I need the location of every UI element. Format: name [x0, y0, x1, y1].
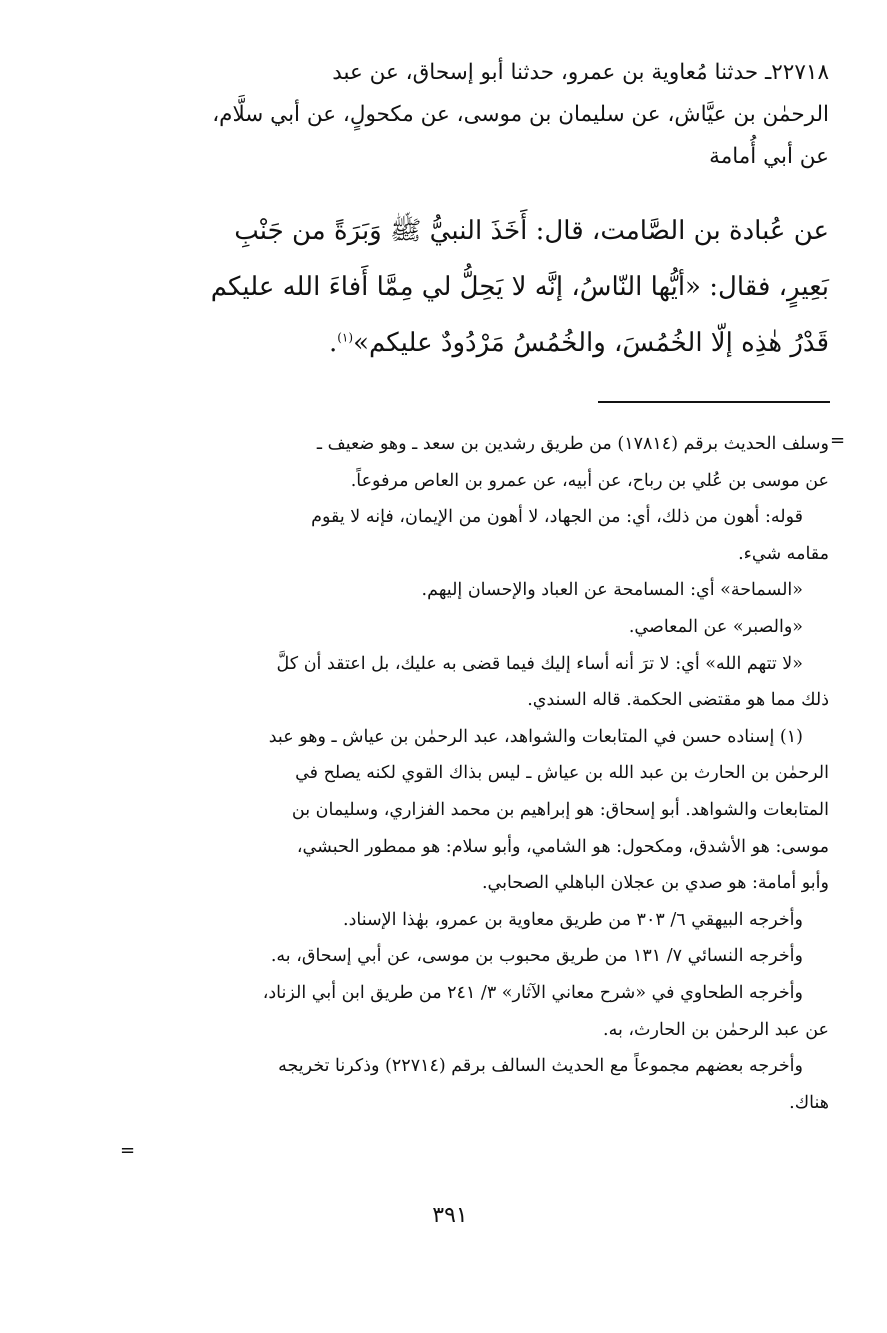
isnad-line: ٢٢٧١٨ـ حدثنا مُعاوية بن عمرو، حدثنا أبو إسحاق، عن عبد [332, 60, 829, 85]
hadith-isnad [130, 52, 829, 178]
isnad-line: الرحمٰن بن عيَّاش، عن سليمان بن موسى، عن مكحولٍ، عن أبي سلَّام، [212, 102, 829, 127]
page-number: ٣٩١ [432, 1203, 468, 1228]
footnote-line: وأخرجه الطحاوي في «شرح معاني الآثار» ٣/ ٢٤١ من طريق ابن أبي الزناد، [262, 982, 803, 1003]
footnote-line: «السماحة» أي: المسامحة عن العباد والإحسان إليهم. [421, 580, 803, 601]
footnote-line: ذلك مما هو مقتضى الحكمة. قاله السندي. [527, 690, 829, 711]
footnote-line: المتابعات والشواهد. أبو إسحاق: هو إبراهيم بن محمد الفزاري، وسليمان بن [291, 799, 829, 820]
footnote-line: عن موسى بن عُلي بن رباح، عن أبيه، عن عمرو بن العاص مرفوعاً. [350, 470, 829, 491]
footnote-line: وأخرجه بعضهم مجموعاً مع الحديث السالف برقم (٢٢٧١٤) وذكرنا تخريجه [278, 1056, 803, 1077]
footnote-line: موسى: هو الأشدق، ومكحول: هو الشامي، وأبو سلام: هو ممطور الحبشي، [296, 836, 829, 857]
matn-line-last: قَدْرُ هٰذِه إلّا الخُمُسَ، والخُمُسُ مَرْدُودٌ عليكم»$^{(١)}$. [328, 328, 829, 358]
continuation-mark-top: = [830, 430, 846, 451]
matn-line-text: قَدْرُ هٰذِه إلّا الخُمُسَ، والخُمُسُ مَرْدُودٌ عليكم» [353, 328, 829, 358]
matn-line: عن عُبادة بن الصَّامت، قال: أَخَذَ النبيُّ ﷺ وَبَرَةً من جَنْبِ [234, 216, 829, 246]
footnote-divider [598, 401, 830, 403]
footnotes [130, 426, 829, 1121]
footnote-line: وأبو أمامة: هو صدي بن عجلان الباهلي الصحابي. [481, 873, 829, 894]
footnote-line: مقامه شيء. [738, 543, 829, 564]
isnad-line: عن أبي أُمامة [709, 144, 829, 169]
footnote-reference: (١) [337, 330, 354, 345]
footnote-line: «والصبر» عن المعاصي. [628, 616, 803, 637]
footnote-line: هناك. [789, 1092, 829, 1113]
footnote-line: وأخرجه النسائي ٧/ ١٣١ من طريق محبوب بن موسى، عن أبي إسحاق، به. [270, 946, 803, 967]
footnote-line: الرحمٰن بن الحارث بن عبد الله بن عياش ـ ليس بذاك القوي لكنه يصلح في [295, 763, 829, 784]
hadith-matn [130, 203, 829, 371]
continuation-mark-bottom: = [120, 1140, 136, 1161]
footnote-line: وسلف الحديث برقم (١٧٨١٤) من طريق رشدين بن سعد ـ وهو ضعيف ـ [316, 434, 829, 454]
footnote-line: «لا تتهم الله» أي: لا ترَ أنه أساء إليك فيما قضى به عليك، بل اعتقد أن كلَّ [276, 653, 803, 674]
footnote-line: وأخرجه البيهقي ٦/ ٣٠٣ من طريق معاوية بن عمرو، بهٰذا الإسناد. [343, 909, 803, 930]
matn-line: بَعِيرٍ، فقال: «أيُّها النّاسُ، إنَّه لا يَحِلُّ لي مِمَّا أَفاءَ الله عليكم [210, 272, 829, 302]
footnote-line: (١) إسناده حسن في المتابعات والشواهد، عبد الرحمٰن بن عياش ـ وهو عبد [268, 726, 803, 747]
footnote-line: عن عبد الرحمٰن بن الحارث، به. [603, 1019, 829, 1040]
footnote-line: قوله: أهون من ذلك، أي: من الجهاد، لا أهون من الإيمان، فإنه لا يقوم [311, 507, 803, 528]
